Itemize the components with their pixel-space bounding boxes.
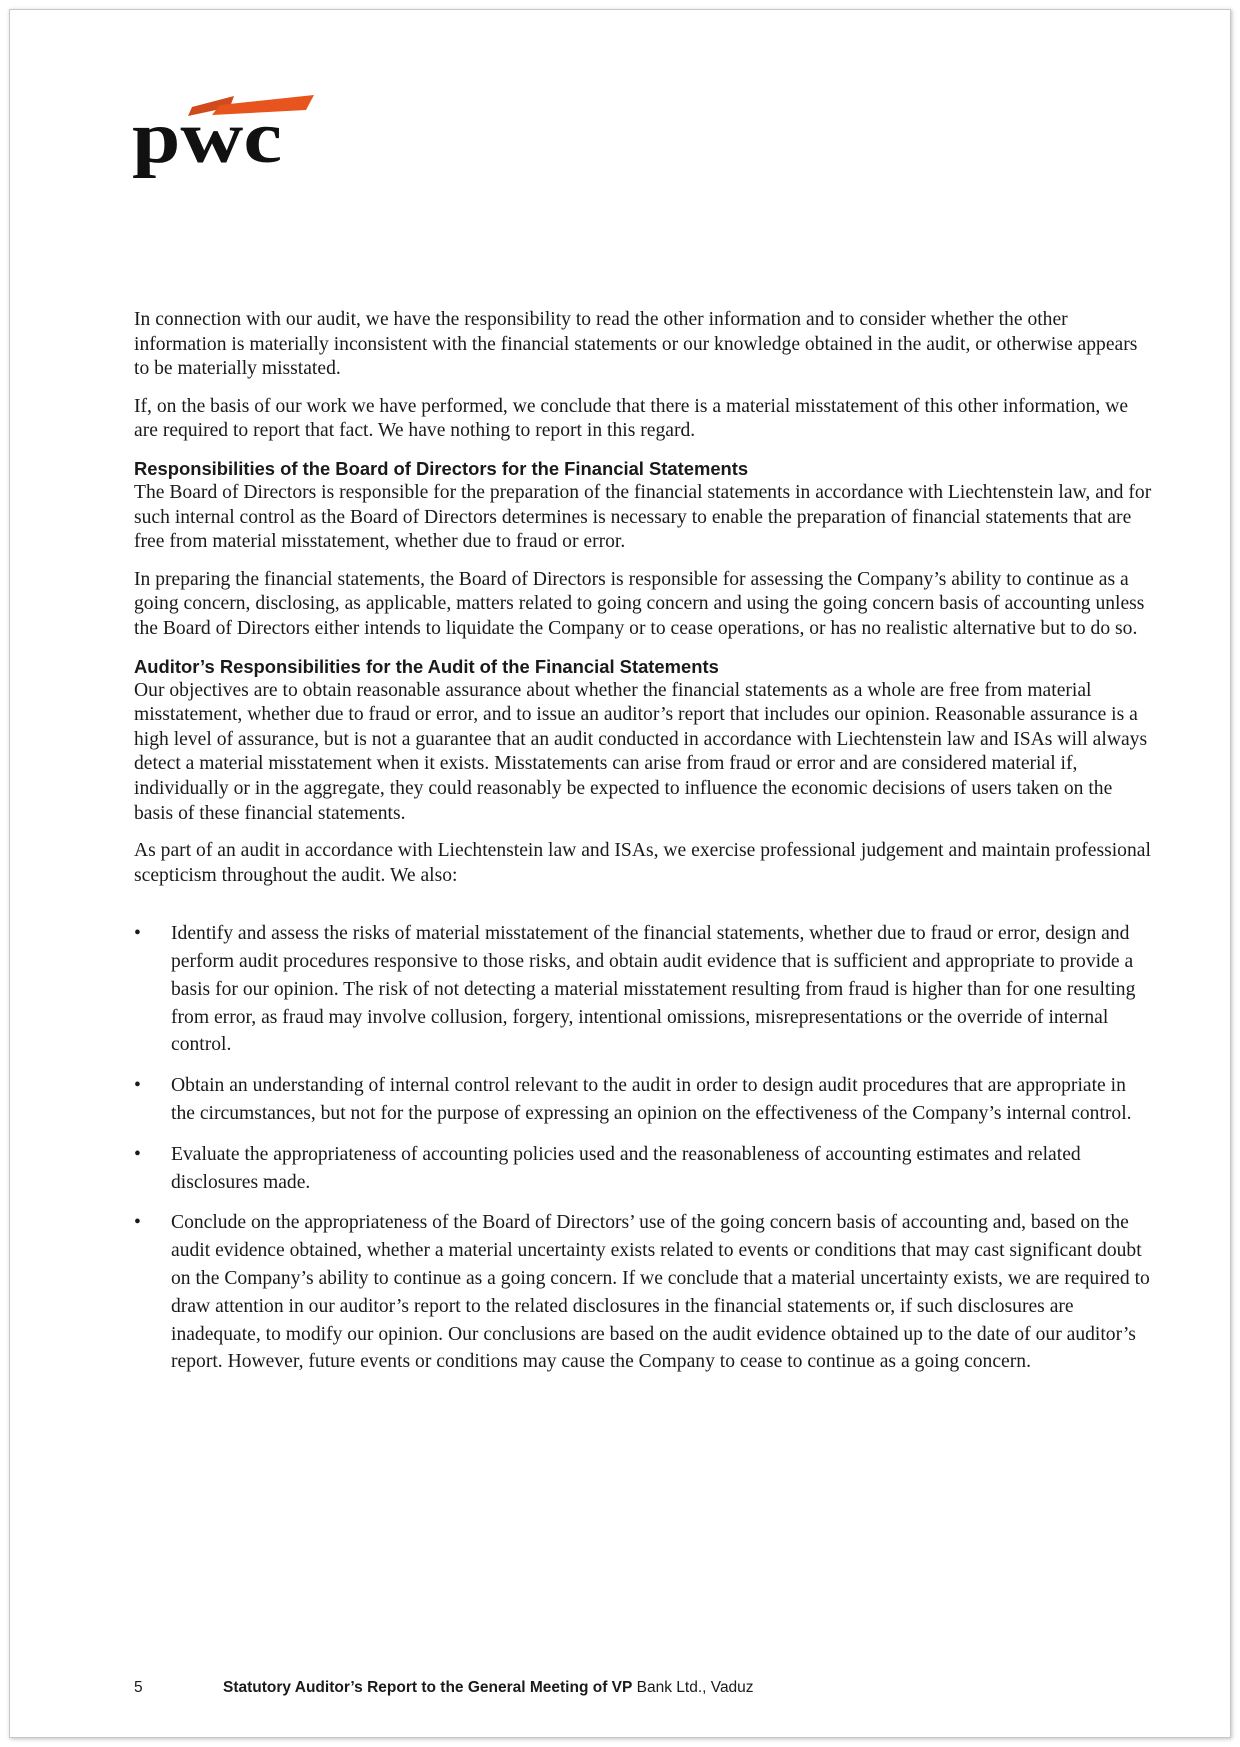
auditor-procedures-list <box>134 920 1154 1376</box>
footer-title <box>223 1678 754 1698</box>
bullet-icon: • <box>134 1212 141 1234</box>
other-info-paragraph-2: If, on the basis of our work we have performed, we conclude that there is a material misstatement of this other information, we are required to report that fact. We have nothing to report in this regard. <box>134 395 1129 442</box>
page-number: 5 <box>134 1679 143 1696</box>
report-body <box>134 308 1154 1389</box>
list-item-text: Obtain an understanding of internal control relevant to the audit in order to design audit procedures that are appropriate in the circumstances, but not for the purpose of expressing an opinion on the effectiveness of the Company’s internal control. <box>171 1075 1132 1125</box>
board-paragraph-2: In preparing the financial statements, the Board of Directors is responsible for assessing the Company’s ability to continue as a going concern, disclosing, as applicable, matters related to going concern and using the going concern basis of accounting unless the Board of Directors either intends to liquidate the Company or to cease operations, or has no realistic alternative but to do so. <box>134 568 1145 639</box>
board-paragraph-1: The Board of Directors is responsible for the preparation of the financial statements in accordance with Liechtenstein law, and for such internal control as the Board of Directors determines is necessary to enable the preparation of financial statements that are free from material misstatement, whether due to fraud or error. <box>134 481 1152 553</box>
bullet-icon: • <box>134 1075 141 1097</box>
list-item-text: Identify and assess the risks of material misstatement of the financial statements, whether due to fraud or error, design and perform audit procedures responsive to those risks, and obtain audit evidence that is sufficient and appropriate to provide a basis for our opinion. The risk of not detecting a material misstatement resulting from fraud is higher than for one resulting from error, as fraud may involve collusion, forgery, intentional omissions, misrepresentations or the override of internal control. <box>171 923 1136 1056</box>
footer-title-regular: Bank Ltd., Vaduz <box>632 1679 754 1696</box>
bullet-icon: • <box>134 1143 141 1165</box>
auditor-responsibilities-heading: Auditor’s Responsibilities for the Audit of the Financial Statements <box>134 655 719 677</box>
footer-title-bold: Statutory Auditor’s Report to the General Meeting of VP <box>223 1679 633 1696</box>
list-item-text: Evaluate the appropriateness of accounting policies used and the reasonableness of accounting estimates and related disclosures made. <box>171 1143 1081 1193</box>
list-item-text: Conclude on the appropriateness of the Board of Directors’ use of the going concern basis of accounting and, based on the audit evidence obtained, whether a material uncertainty exists related to events or conditions that may cast significant doubt on the Company’s ability to continue as a going concern. If we conclude that a material uncertainty exists, we are required to draw attention in our auditor’s report to the related disclosures in the financial statements or, if such disclosures are inadequate, to modify our opinion. Our conclusions are based on the audit evidence obtained up to the date of our auditor’s report. However, future events or conditions may cause the Company to cease to continue as a going concern. <box>171 1212 1150 1373</box>
auditor-paragraph-2: As part of an audit in accordance with Liechtenstein law and ISAs, we exercise professional judgement and maintain professional scepticism throughout the audit. We also: <box>134 840 1151 886</box>
bullet-icon: • <box>134 923 141 945</box>
auditor-paragraph-1: Our objectives are to obtain reasonable assurance about whether the financial statements as a whole are free from material misstatement, whether due to fraud or error, and to issue an auditor’s report that includes our opinion. Reasonable assurance is a high level of assurance, but is not a guarantee that an audit conducted in accordance with Liechtenstein law and ISAs will always detect a material misstatement when it exists. Misstatements can arise from fraud or error and are considered material if, individually or in the aggregate, they could reasonably be expected to influence the economic decisions of users taken on the basis of these financial statements. <box>134 679 1148 824</box>
pwc-logo <box>132 92 322 187</box>
list-item <box>134 1141 1154 1197</box>
logo-wordmark: pwc <box>132 97 282 179</box>
other-info-paragraph-1: In connection with our audit, we have the responsibility to read the other information and to consider whether the other information is materially inconsistent with the financial statements or our knowledge obtained in the audit, or otherwise appears to be materially misstated. <box>134 309 1138 380</box>
list-item <box>134 1072 1154 1128</box>
list-item <box>134 920 1154 1059</box>
board-responsibilities-heading: Responsibilities of the Board of Directors for the Financial Statements <box>134 457 749 479</box>
document-page <box>9 9 1231 1738</box>
list-item <box>134 1209 1154 1376</box>
